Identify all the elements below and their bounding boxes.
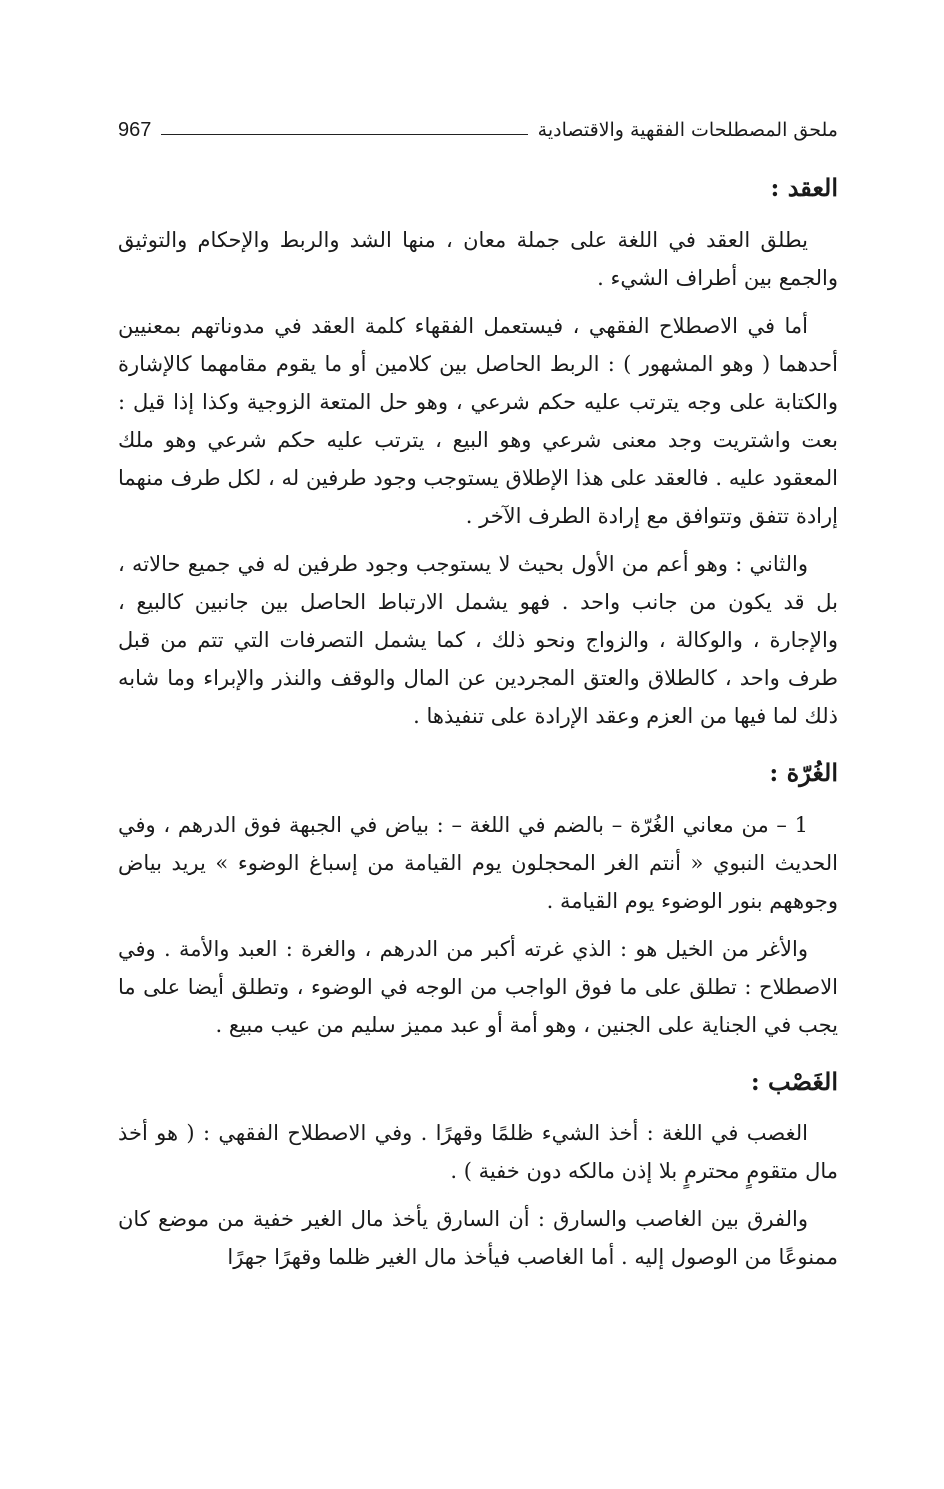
- page-number: 967: [118, 118, 152, 141]
- paragraph: الغصب في اللغة : أخذ الشيء ظلمًا وقهرًا . وفي الاصطلاح الفقهي : ( هو أخذ مال متقومٍ محترمٍ بلا إذن مالكه دون خفية ) .: [118, 1121, 838, 1184]
- paragraph: أما في الاصطلاح الفقهي ، فيستعمل الفقهاء كلمة العقد في مدوناتهم بمعنيين أحدهما ( وهو المشهور ) : الربط الحاصل بين كلامين أو ما يقوم مقامهما كالإشارة والكتابة على وجه يترتب عليه حكم شرعي ، وهو حل المتعة الزوجية وكذا إذا قيل : بعت واشتريت وجد معنى شرعي وهو البيع ، يترتب عليه حكم شرعي وهو ملك المعقود عليه . فالعقد على هذا الإطلاق يستوجب وجود طرفين له ، لكل طرف منهما إرادة تتفق وتتوافق مع إرادة الطرف الآخر .: [118, 313, 838, 528]
- section-aqd: [118, 174, 838, 735]
- section-heading: الغُرّة :: [769, 757, 838, 787]
- paragraph: 1 – من معاني الغُرّة – بالضم في اللغة – : بياض في الجبهة فوق الدرهم ، وفي الحديث النبوي « أنتم الغر المحجلون يوم القيامة من إسباغ الوضوء » يريد بياض وجوههم بنور الوضوء يوم القيامة .: [118, 812, 838, 913]
- book-page: [118, 110, 838, 1286]
- section-heading: الغَصْب :: [750, 1066, 838, 1096]
- header-rule: [161, 134, 527, 135]
- paragraph: يطلق العقد في اللغة على جملة معان ، منها الشد والربط والإحكام والتوثيق والجمع بين أطراف الشيء .: [118, 227, 838, 290]
- paragraph: والأغر من الخيل هو : الذي غرته أكبر من الدرهم ، والغرة : العبد والأمة . وفي الاصطلاح : تطلق على ما فوق الواجب من الوجه في الوضوء ، وتطلق أيضا على ما يجب في الجناية على الجنين ، وهو أمة أو عبد مميز سليم من عيب مبيع .: [118, 936, 838, 1037]
- paragraph: والثاني : وهو أعم من الأول بحيث لا يستوجب وجود طرفين له في جميع حالاته ، بل قد يكون من جانب واحد . فهو يشمل الارتباط الحاصل بين جانبين كالبيع ، والإجارة ، والوكالة ، والزواج ونحو ذلك ، كما يشمل التصرفات التي تتم من قبل طرف واحد ، كالطلاق والعتق المجردين عن المال والوقف والنذر والإبراء وما شابه ذلك لما فيها من العزم وعقد الإرادة على تنفيذها .: [118, 551, 838, 728]
- section-ghurra: [118, 759, 838, 1044]
- section-ghasb: [118, 1068, 838, 1277]
- running-title: ملحق المصطلحات الفقهية والاقتصادية: [537, 119, 838, 141]
- running-header: [118, 110, 838, 150]
- section-heading: العقد :: [770, 173, 838, 202]
- paragraph: والفرق بين الغاصب والسارق : أن السارق يأخذ مال الغير خفية من موضع كان ممنوعًا من الوصول إليه . أما الغاصب فيأخذ مال الغير ظلما وقهرًا جهرًا: [118, 1207, 838, 1270]
